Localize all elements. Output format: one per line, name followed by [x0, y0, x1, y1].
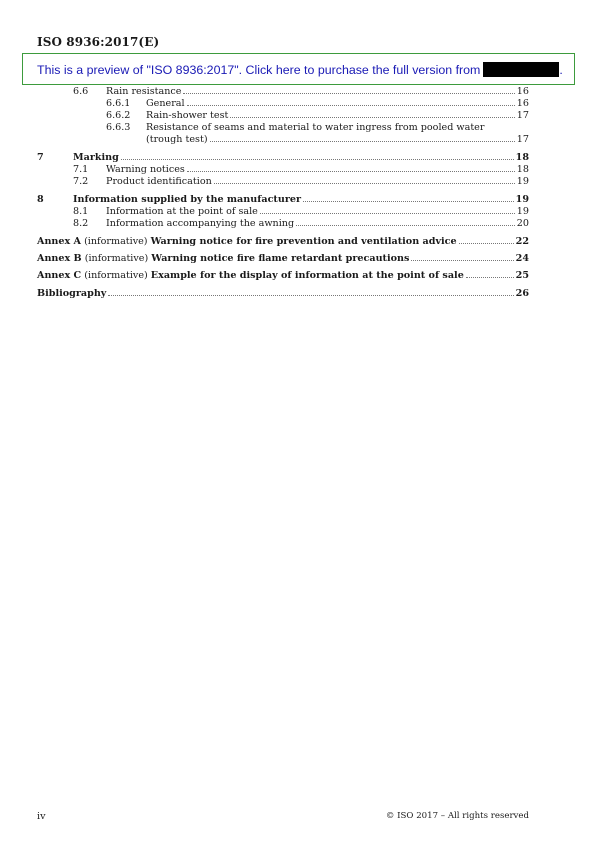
- toc-title: Information supplied by the manufacturer: [73, 194, 302, 205]
- toc-row[interactable]: [37, 176, 529, 188]
- toc-entry: [73, 194, 529, 205]
- toc-number: 7: [37, 152, 44, 163]
- toc-row[interactable]: [37, 194, 529, 206]
- dot-leader: [210, 141, 515, 142]
- toc-entry: [106, 176, 529, 187]
- purchase-link[interactable]: [37, 62, 563, 77]
- toc-page: 25: [515, 270, 529, 281]
- toc-row-annex-b[interactable]: [37, 253, 529, 265]
- toc-title: Warning notices: [106, 164, 185, 175]
- toc-page: 22: [515, 236, 529, 247]
- toc-entry: [106, 164, 529, 175]
- annex-type: (informative): [81, 236, 151, 247]
- toc-title: Marking: [73, 152, 119, 163]
- toc-title: Bibliography: [37, 288, 107, 299]
- toc-page: 17: [516, 134, 529, 145]
- toc-page: 26: [515, 288, 529, 299]
- document-id: ISO 8936:2017(E): [37, 35, 160, 49]
- dot-leader: [108, 295, 513, 296]
- dot-leader: [187, 105, 515, 106]
- toc-number: 8: [37, 194, 44, 205]
- banner-text: This is a preview of "ISO 8936:2017". Click here to purchase the full version from: [37, 63, 481, 77]
- copyright-notice: © ISO 2017 – All rights reserved: [385, 811, 529, 821]
- dot-leader: [121, 159, 514, 160]
- toc-page: 17: [516, 110, 529, 121]
- annex-line: [37, 236, 457, 247]
- dot-leader: [411, 260, 513, 261]
- toc-page: 24: [515, 253, 529, 264]
- toc-number: 6.6.1: [106, 98, 131, 109]
- toc-entry: [73, 152, 529, 163]
- annex-line: [37, 270, 464, 281]
- dot-leader: [466, 277, 514, 278]
- toc-title: Product identification: [106, 176, 212, 187]
- toc-number: 7.1: [73, 164, 89, 175]
- dot-leader: [303, 201, 514, 202]
- toc-row[interactable]: [37, 98, 529, 110]
- toc-title: Information accompanying the awning: [106, 218, 295, 229]
- toc-row[interactable]: [37, 110, 529, 122]
- toc-title: (trough test): [146, 134, 208, 145]
- toc-page: 18: [515, 152, 529, 163]
- toc-title: Resistance of seams and material to water ingress from pooled water: [146, 122, 485, 133]
- toc-row[interactable]: [37, 86, 529, 98]
- toc-entry: [146, 98, 529, 109]
- toc-entry: [37, 253, 529, 264]
- annex-line: [37, 253, 409, 264]
- toc-entry: [106, 206, 529, 217]
- dot-leader: [183, 93, 514, 94]
- toc-entry: [37, 270, 529, 281]
- toc-row-annex-a[interactable]: [37, 236, 529, 248]
- toc-row[interactable]: [37, 218, 529, 230]
- toc-page: 19: [515, 194, 529, 205]
- toc-entry: [37, 236, 529, 247]
- dot-leader: [260, 213, 515, 214]
- toc-title: Example for the display of information at the point of sale: [150, 270, 464, 281]
- annex-type: (informative): [81, 253, 152, 264]
- toc-number: 8.2: [73, 218, 89, 229]
- toc-entry: [106, 218, 529, 229]
- dot-leader: [187, 171, 515, 172]
- toc-page: 16: [516, 86, 529, 97]
- toc-title: Rain resistance: [106, 86, 182, 97]
- toc-number: 8.1: [73, 206, 89, 217]
- toc-entry: [146, 134, 529, 145]
- toc-row[interactable]: [37, 152, 529, 164]
- toc-page: 18: [516, 164, 529, 175]
- toc-row[interactable]: [37, 206, 529, 218]
- toc-row[interactable]: [37, 164, 529, 176]
- dot-leader: [459, 243, 514, 244]
- toc-title: General: [146, 98, 185, 109]
- toc-number: 6.6.2: [106, 110, 131, 121]
- toc-row-bibliography[interactable]: [37, 288, 529, 300]
- dot-leader: [230, 117, 514, 118]
- toc-page: 19: [516, 206, 529, 217]
- toc-row-continuation[interactable]: [37, 134, 529, 146]
- dot-leader: [296, 225, 515, 226]
- toc-number: 6.6: [73, 86, 89, 97]
- toc-title: Warning notice for fire prevention and ventilation advice: [150, 236, 457, 247]
- toc-number: 7.2: [73, 176, 89, 187]
- annex-type: (informative): [81, 270, 151, 281]
- toc-row-annex-c[interactable]: [37, 270, 529, 282]
- toc-page: 20: [516, 218, 529, 229]
- toc-entry: [37, 288, 529, 299]
- page-number: iv: [37, 811, 46, 822]
- toc-number: 6.6.3: [106, 122, 131, 133]
- annex-label: Annex A: [37, 236, 82, 247]
- dot-leader: [214, 183, 515, 184]
- annex-label: Annex B: [37, 253, 82, 264]
- toc-row[interactable]: [37, 122, 529, 134]
- preview-banner[interactable]: [22, 53, 575, 85]
- banner-suffix: .: [559, 63, 563, 77]
- annex-label: Annex C: [37, 270, 82, 281]
- toc-page: 16: [516, 98, 529, 109]
- toc-entry: [146, 110, 529, 121]
- toc-title: Warning notice fire flame retardant precautions: [151, 253, 410, 264]
- toc-page: 19: [516, 176, 529, 187]
- redacted-block: [483, 62, 559, 77]
- toc-entry: [106, 86, 529, 97]
- toc-title: Rain-shower test: [146, 110, 229, 121]
- toc-title: Information at the point of sale: [106, 206, 258, 217]
